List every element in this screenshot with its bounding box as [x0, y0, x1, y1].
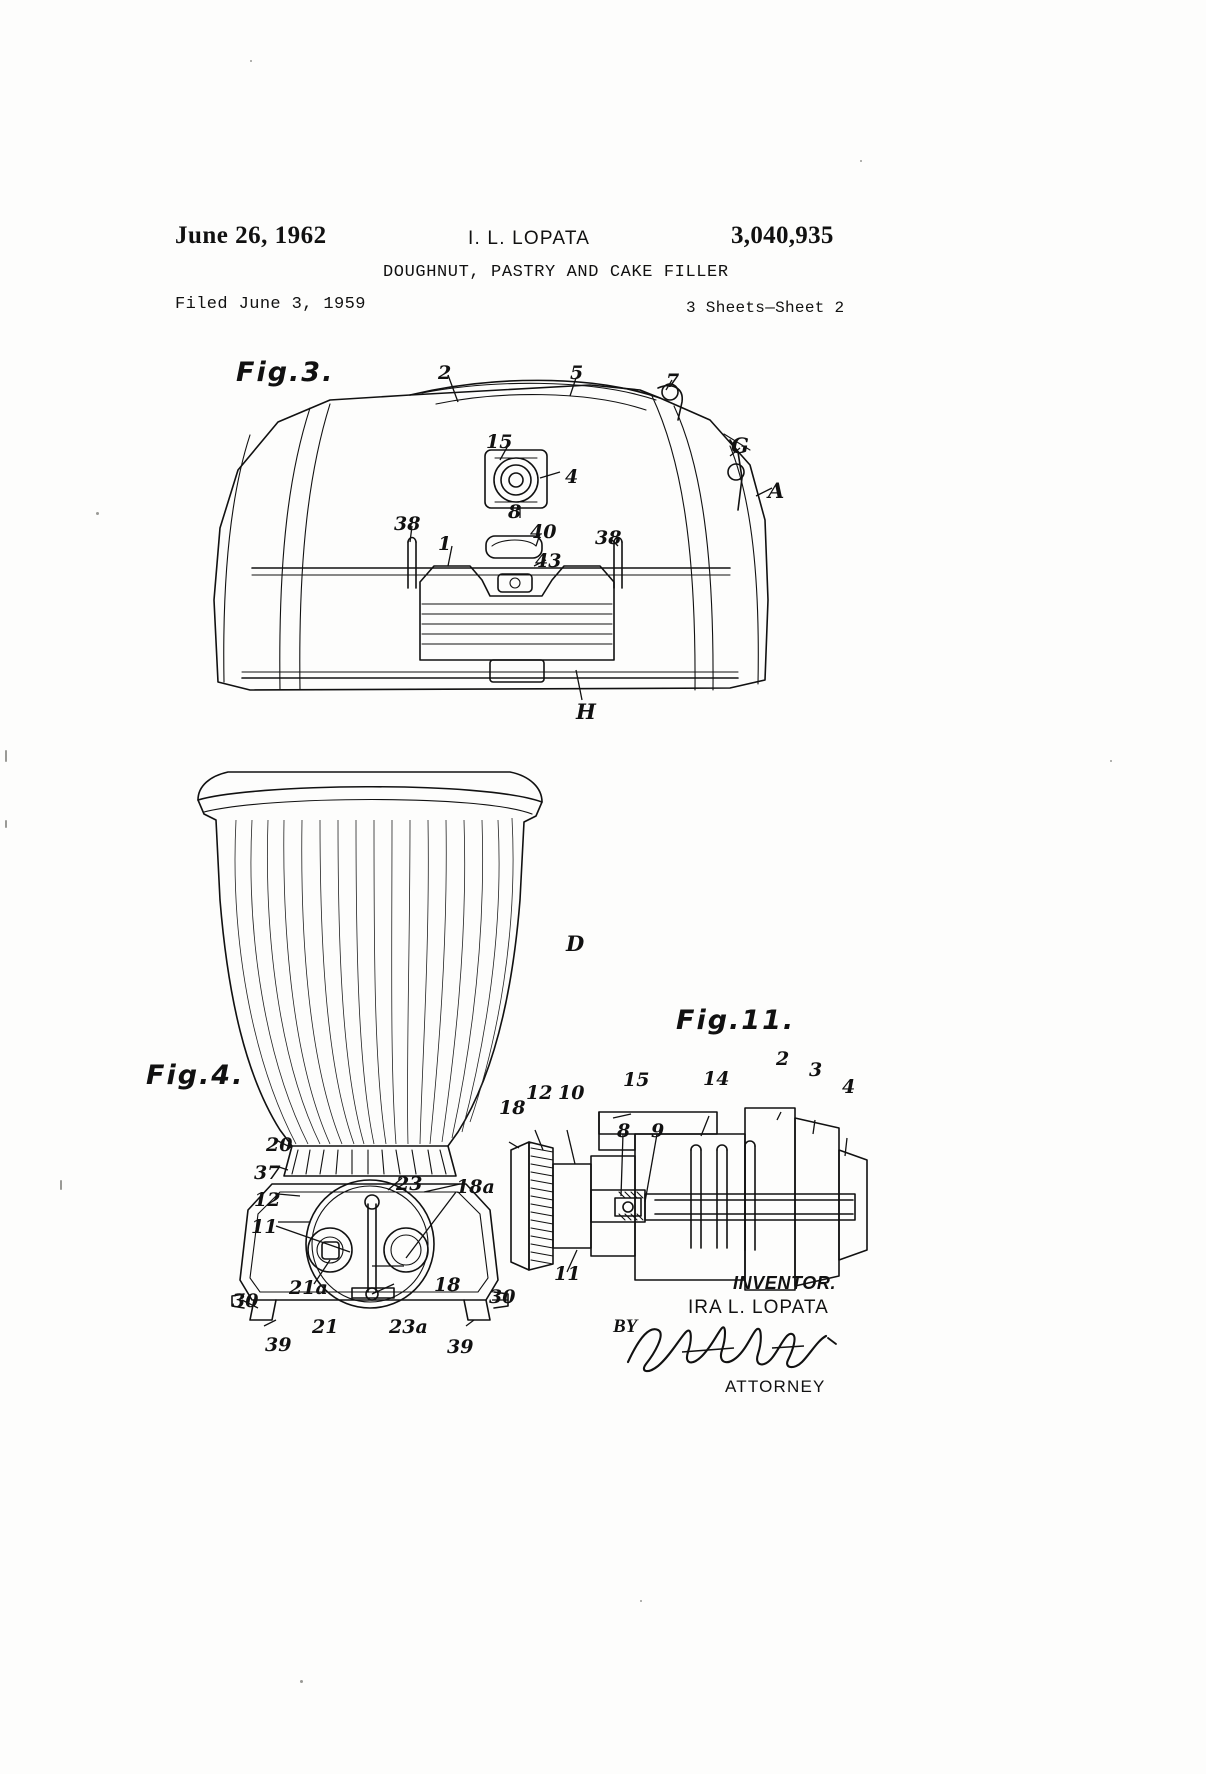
scan-speck: [640, 1600, 642, 1602]
inventor-heading: I. L. LOPATA: [468, 228, 591, 249]
inventor-label: INVENTOR.: [733, 1273, 837, 1293]
callout-38-left: 38: [394, 513, 421, 535]
callout-40: 40: [530, 521, 557, 543]
callout-D: D: [566, 931, 585, 956]
figure-4-label: Fig.4.: [146, 1060, 245, 1091]
callout-5: 5: [570, 362, 584, 384]
patent-title: DOUGHNUT, PASTRY AND CAKE FILLER: [383, 263, 729, 282]
callout-11: 11: [251, 1216, 278, 1238]
callout-30-right: 30: [489, 1286, 516, 1308]
callout-4: 4: [565, 466, 579, 488]
callout-7: 7: [666, 370, 680, 392]
scan-speck: [5, 750, 7, 762]
callout-11-fig11: 11: [554, 1263, 581, 1285]
callout-10-fig11: 10: [558, 1082, 585, 1104]
callout-37: 37: [254, 1162, 281, 1184]
scan-speck: [860, 160, 862, 162]
callout-8: 8: [508, 501, 522, 523]
callout-G: G: [731, 433, 749, 458]
attorney-signature: [622, 1318, 842, 1380]
callout-12: 12: [254, 1189, 281, 1211]
callout-8-fig11: 8: [617, 1120, 631, 1142]
callout-23: 23: [396, 1173, 423, 1195]
callout-15: 15: [486, 431, 513, 453]
callout-18-fig11: 18: [499, 1097, 526, 1119]
figure-11-drawing: [495, 1090, 895, 1330]
by-label: BY: [613, 1316, 638, 1337]
callout-1: 1: [438, 533, 452, 555]
callout-18a: 18a: [456, 1176, 495, 1198]
callout-2-fig11: 2: [776, 1048, 790, 1070]
callout-20: 20: [266, 1134, 293, 1156]
callout-2: 2: [438, 362, 452, 384]
filing-date: Filed June 3, 1959: [175, 295, 366, 314]
callout-A: A: [768, 478, 785, 503]
callout-9-fig11: 9: [651, 1120, 665, 1142]
callout-21: 21: [312, 1316, 339, 1338]
callout-3-fig11: 3: [809, 1059, 823, 1081]
sheet-count: 3 Sheets—Sheet 2: [686, 299, 845, 317]
callout-39-right: 39: [447, 1336, 474, 1358]
callout-38-right: 38: [595, 527, 622, 549]
callout-43: 43: [535, 550, 562, 572]
callout-18: 18: [434, 1274, 461, 1296]
callout-39-left: 39: [265, 1334, 292, 1356]
scan-speck: [5, 820, 7, 828]
scan-speck: [1110, 760, 1112, 762]
attorney-label: ATTORNEY: [725, 1377, 826, 1396]
callout-4-fig11: 4: [842, 1076, 856, 1098]
callout-21a: 21a: [289, 1277, 328, 1299]
publication-date: June 26, 1962: [175, 222, 327, 249]
scan-speck: [96, 512, 99, 515]
callout-14-fig11: 14: [703, 1068, 730, 1090]
callout-15-fig11: 15: [623, 1069, 650, 1091]
figure-11-label: Fig.11.: [676, 1005, 796, 1036]
scan-speck: [300, 1680, 303, 1683]
scan-speck: [60, 1180, 62, 1190]
patent-number: 3,040,935: [731, 222, 834, 249]
callout-H: H: [576, 699, 596, 724]
inventor-name: IRA L. LOPATA: [688, 1297, 829, 1318]
callout-12-fig11: 12: [526, 1082, 553, 1104]
callout-23a: 23a: [389, 1316, 428, 1338]
figure-3-label: Fig.3.: [236, 357, 335, 388]
callout-30-left: 30: [232, 1290, 259, 1312]
scan-speck: [250, 60, 252, 62]
